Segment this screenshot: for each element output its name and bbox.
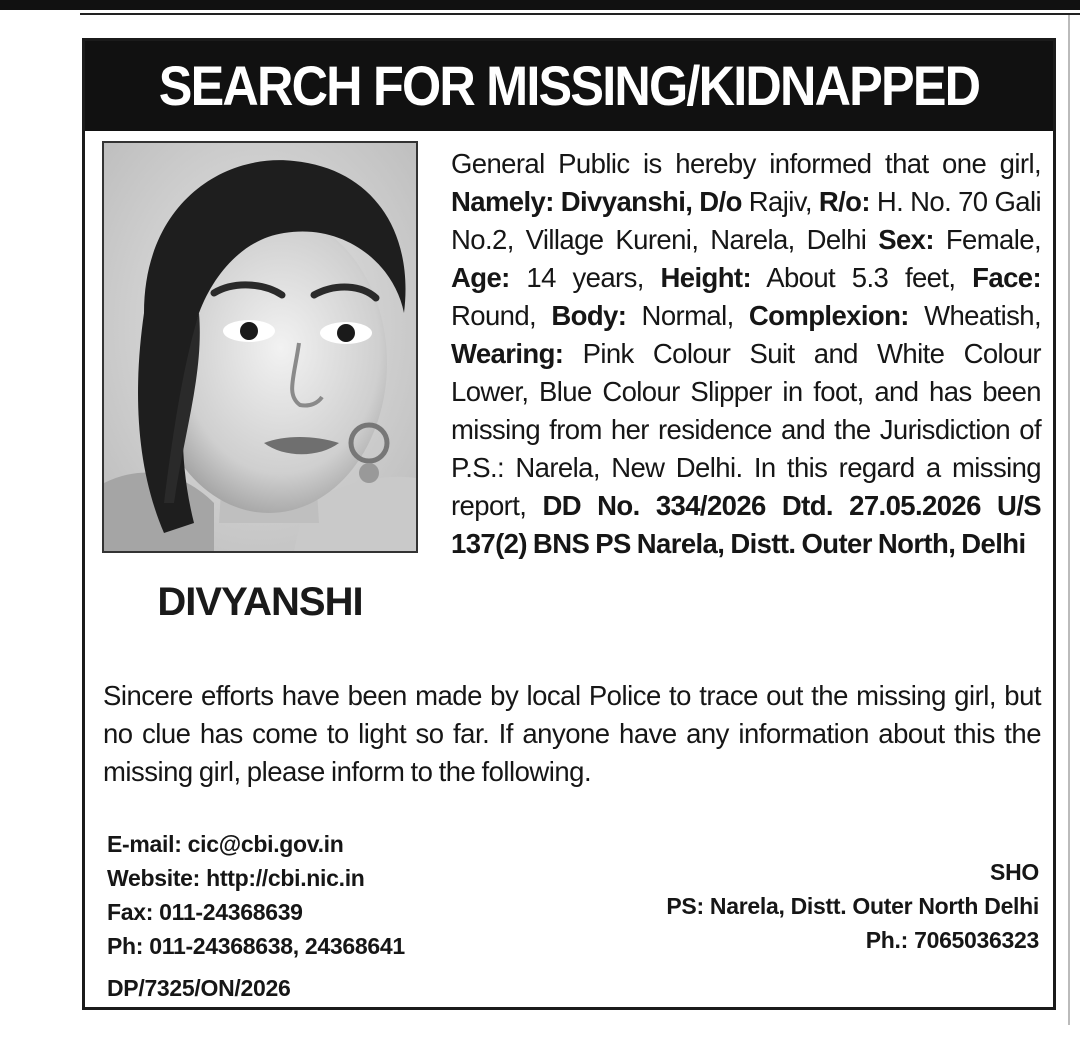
contact-block — [107, 827, 405, 963]
notice-title: SEARCH FOR MISSING/KIDNAPPED — [158, 54, 980, 117]
contact-phone: Ph: 011-24368638, 24368641 — [107, 933, 405, 959]
detail-text: Normal, — [626, 300, 749, 331]
contact-fax: Fax: 011-24368639 — [107, 899, 303, 925]
sho-station: PS: Narela, Distt. Outer North Delhi — [666, 893, 1039, 919]
detail-text: 14 years, — [509, 262, 661, 293]
detail-text: H. No. 70 Gali No.2, Village Kureni, Narela, Delhi — [451, 186, 1041, 255]
detail-label-face: Face: — [972, 262, 1042, 293]
detail-text: General Public is hereby informed that one girl, — [451, 148, 1041, 179]
publication-reference: DP/7325/ON/2026 — [107, 975, 291, 1001]
detail-label-age: Age: — [451, 262, 510, 293]
detail-label-residence: R/o: — [818, 186, 870, 217]
detail-label-wearing: Wearing: — [451, 338, 564, 369]
detail-text: Round, — [451, 300, 552, 331]
detail-text: Rajiv, — [741, 186, 819, 217]
detail-text: About 5.3 feet, — [751, 262, 973, 293]
description-paragraph — [451, 145, 1041, 563]
detail-text: Pink Colour Suit and White Colour Lower, Blue Colour Slipper in foot, and has been missing from her residence and the Jurisdiction of P.S.: Narela, New Delhi. In this regard a missing report, — [451, 338, 1041, 521]
notice-header — [85, 41, 1053, 131]
top-border-bar — [0, 0, 1080, 10]
missing-person-name: DIVYANSHI — [157, 580, 363, 624]
detail-label-sex: Sex: — [878, 224, 934, 255]
detail-label-body: Body: — [551, 300, 627, 331]
appeal-paragraph: Sincere efforts have been made by local Police to trace out the missing girl, but no clue has come to light so far. If anyone have any information about this the missing girl, please inform to the following. — [103, 680, 1041, 787]
detail-label-complexion: Complexion: — [748, 300, 909, 331]
detail-label-height: Height: — [660, 262, 752, 293]
report-reference: DD No. 334/2026 Dtd. 27.05.2026 U/S 137(2) BNS PS Narela, Distt. Outer North, Delhi — [451, 490, 1041, 559]
top-rule — [80, 13, 1080, 15]
sho-title: SHO — [990, 859, 1039, 885]
right-rule — [1068, 15, 1070, 1025]
detail-text: Female, — [933, 224, 1041, 255]
contact-email[interactable]: E-mail: cic@cbi.gov.in — [107, 831, 344, 857]
portrait-photo-icon — [104, 143, 416, 551]
portrait-photo — [102, 141, 418, 553]
detail-text: Wheatish, — [908, 300, 1041, 331]
detail-label-name: Namely: Divyanshi, D/o — [451, 186, 742, 217]
sho-block — [666, 855, 1039, 957]
missing-person-notice — [82, 38, 1056, 1010]
sho-phone: Ph.: 7065036323 — [865, 927, 1039, 953]
contact-website[interactable]: Website: http://cbi.nic.in — [107, 865, 365, 891]
